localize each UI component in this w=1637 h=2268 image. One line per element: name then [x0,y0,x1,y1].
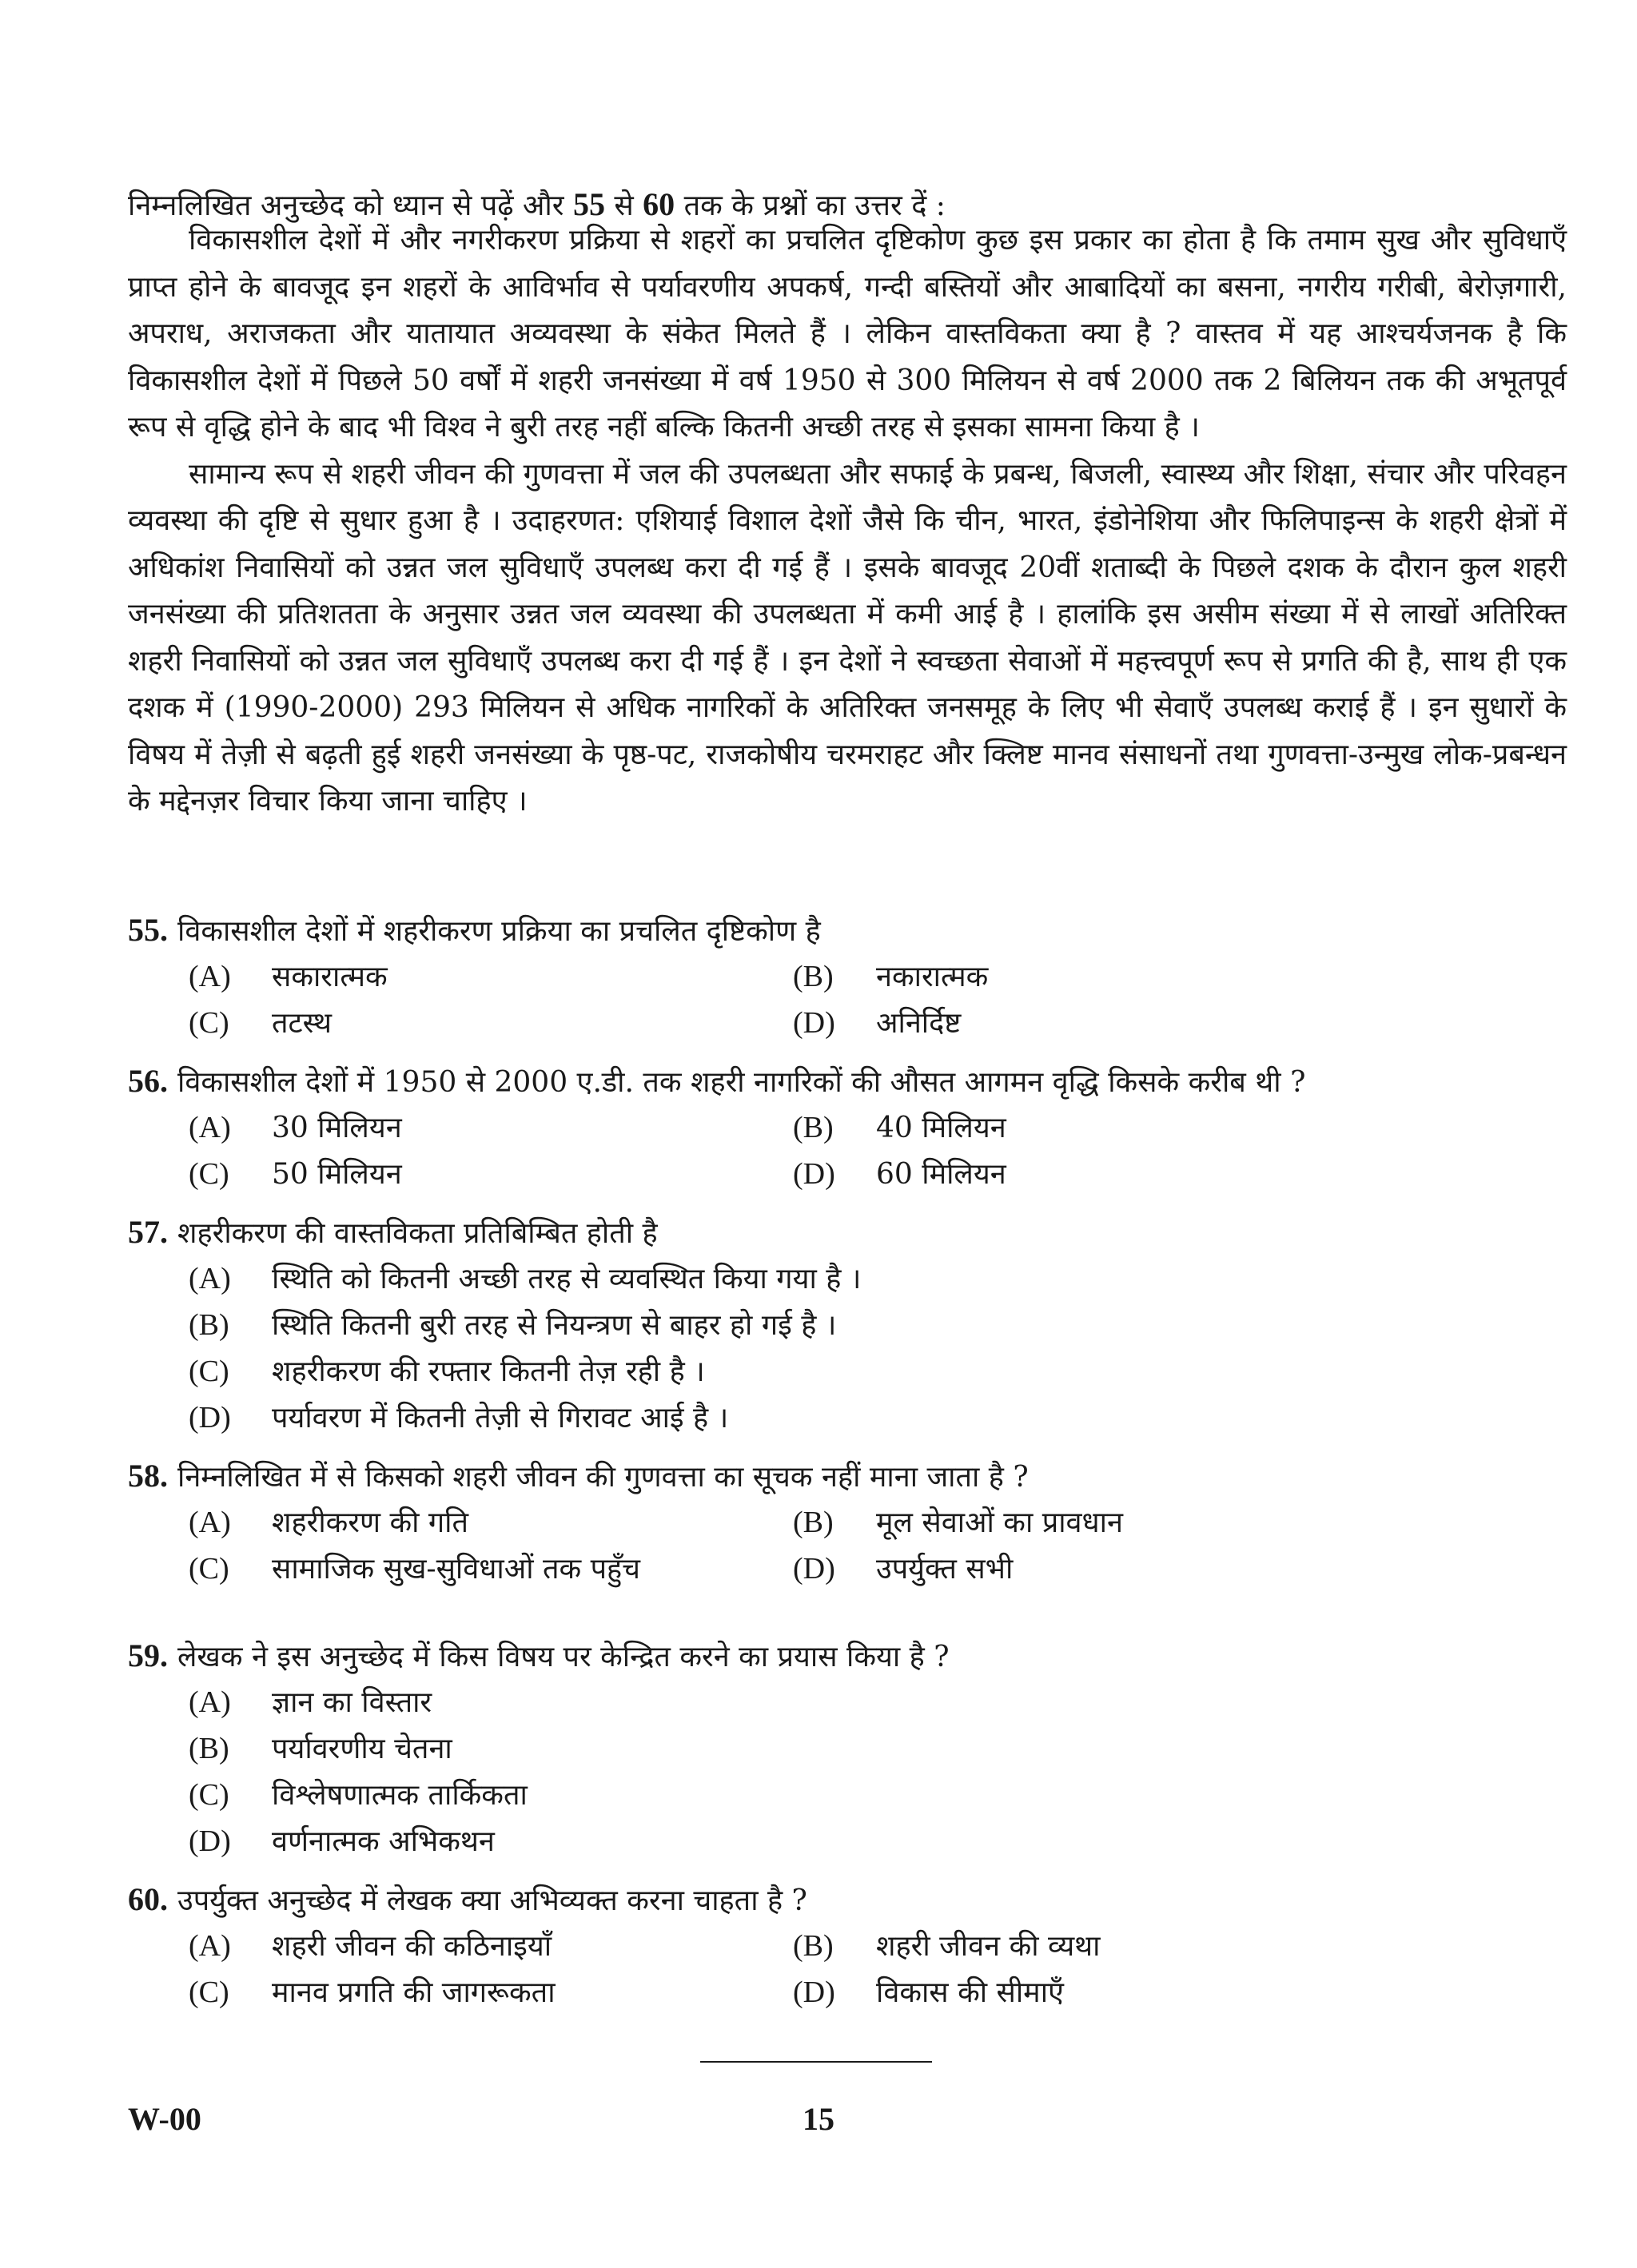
option-letter: (A) [189,1685,231,1719]
option-letter: (D) [793,1976,835,2009]
option-b[interactable] [793,1923,1101,1969]
option-letter: (C) [189,1157,229,1191]
option-text: मूल सेवाओं का प्रावधान [876,1506,1123,1539]
option-letter: (B) [189,1308,229,1342]
option-text: शहरी जीवन की व्यथा [876,1930,1101,1963]
option-b[interactable] [793,1499,1123,1546]
option-letter: (A) [189,1262,231,1295]
option-a[interactable] [189,953,388,1000]
option-letter: (D) [189,1824,231,1858]
question-57 [128,1209,1567,1434]
question-text: विकासशील देशों में 1950 से 2000 ए.डी. तक शहरी नागरिकों की औसत आगमन वृद्धि किसके करीब थी ? [177,1066,1306,1099]
question-56 [128,1058,1567,1191]
option-text: वर्णनात्मक अभिकथन [272,1825,495,1858]
option-text: सकारात्मक [272,961,388,993]
option-text: मानव प्रगति की जागरूकता [272,1976,556,2009]
question-number: 57. [128,1214,168,1250]
option-text: शहरीकरण की रफ्तार कितनी तेज़ रही है । [272,1355,705,1388]
option-c[interactable] [189,1151,402,1197]
question-text: विकासशील देशों में शहरीकरण प्रक्रिया का प्रचलित दृष्टिकोण है [177,915,821,948]
option-c[interactable] [189,1546,640,1592]
option-text: पर्यावरणीय चेतना [272,1733,452,1765]
option-letter: (B) [793,960,834,993]
option-text: तटस्थ [272,1007,332,1040]
option-a[interactable] [189,1499,468,1546]
option-text: अनिर्दिष्ट [876,1007,962,1040]
option-letter: (A) [189,1929,231,1963]
option-b[interactable] [189,1302,836,1348]
option-letter: (B) [189,1732,229,1765]
question-number: 59. [128,1637,168,1673]
option-c[interactable] [189,1000,332,1046]
question-text: उपर्युक्त अनुच्छेद में लेखक क्या अभिव्यक्त करना चाहता है ? [177,1884,807,1917]
question-59 [128,1633,1567,1858]
end-divider [700,2061,932,2063]
option-text: 50 मिलियन [272,1158,402,1191]
option-c[interactable] [189,1348,705,1395]
passage-paragraph-1: विकासशील देशों में और नगरीकरण प्रक्रिया से शहरों का प्रचलित दृष्टिकोण कुछ इस प्रकार का होता है कि तमाम सुख और सुविधाएँ प्राप्त होने के बावजूद इन शहरों के आविर्भाव से पर्यावरणीय अपकर्ष, गन्दी बस्तियों और आबादियों का बसना, नगरीय गरीबी, बेरोज़गारी, अपराध, अराजकता और यातायात अव्यवस्था के संकेत मिलते हैं । लेकिन वास्तविकता क्या है ? वास्तव में यह आश्चर्यजनक है कि विकासशील देशों में पिछले 50 वर्षों में शहरी जनसंख्या में वर्ष 1950 से 300 मिलियन से वर्ष 2000 तक 2 बिलियन तक की अभूतपूर्व रूप से वृद्धि होने के बाद भी विश्व ने बुरी तरह नहीं बल्कि कितनी अच्छी तरह से इसका सामना किया है । [128,224,1567,444]
question-text: शहरीकरण की वास्तविकता प्रतिबिम्बित होती है [177,1217,658,1250]
option-letter: (B) [793,1111,834,1144]
option-b[interactable] [189,1725,452,1772]
option-b[interactable] [793,953,988,1000]
page-number: 15 [803,2101,834,2137]
option-text: स्थिति को कितनी अच्छी तरह से व्यवस्थित किया गया है । [272,1263,862,1295]
instruction-text: से [604,189,643,222]
option-text: सामाजिक सुख-सुविधाओं तक पहुँच [272,1553,640,1586]
option-text: स्थिति कितनी बुरी तरह से नियन्त्रण से बाहर हो गई है । [272,1309,837,1342]
option-text: 30 मिलियन [272,1112,402,1144]
option-letter: (C) [189,1778,229,1812]
option-text: शहरी जीवन की कठिनाइयाँ [272,1930,552,1963]
option-letter: (B) [793,1506,834,1539]
instruction-text: तक के प्रश्नों का उत्तर दें : [675,189,946,222]
option-d[interactable] [793,1969,1064,2015]
option-letter: (A) [189,960,231,993]
option-a[interactable] [189,1255,861,1302]
option-d[interactable] [793,1000,961,1046]
option-b[interactable] [793,1104,1006,1151]
option-letter: (A) [189,1111,231,1144]
option-letter: (C) [189,1006,229,1040]
option-d[interactable] [793,1151,1006,1197]
option-d[interactable] [189,1395,728,1441]
option-letter: (D) [793,1552,835,1586]
question-text: लेखक ने इस अनुच्छेद में किस विषय पर केन्द्रित करने का प्रयास किया है ? [177,1641,950,1673]
option-text: ज्ञान का विस्तार [272,1686,432,1719]
option-letter: (D) [793,1006,835,1040]
option-text: 40 मिलियन [876,1112,1006,1144]
question-58 [128,1453,1567,1586]
question-text: निम्नलिखित में से किसको शहरी जीवन की गुणवत्ता का सूचक नहीं माना जाता है ? [177,1461,1029,1494]
question-number: 60. [128,1881,168,1917]
option-text: पर्यावरण में कितनी तेज़ी से गिरावट आई है । [272,1402,729,1434]
instruction-range-end: 60 [643,186,675,222]
option-text: उपर्युक्त सभी [876,1553,1014,1586]
instruction-text: निम्नलिखित अनुच्छेद को ध्यान से पढ़ें और [128,189,573,222]
option-letter: (D) [189,1401,231,1434]
option-a[interactable] [189,1679,432,1725]
option-d[interactable] [189,1818,495,1864]
option-c[interactable] [189,1969,556,2015]
option-text: विश्लेषणात्मक तार्किकता [272,1779,528,1812]
passage-paragraph-2: सामान्य रूप से शहरी जीवन की गुणवत्ता में जल की उपलब्धता और सफाई के प्रबन्ध, बिजली, स्वास्थ्य और शिक्षा, संचार और परिवहन व्यवस्था की दृष्टि से सुधार हुआ है । उदाहरणत: एशियाई विशाल देशों जैसे कि चीन, भारत, इंडोनेशिया और फिलिपाइन्स के शहरी क्षेत्रों में अधिकांश निवासियों को उन्नत जल सुविधाएँ उपलब्ध करा दी गई हैं । इसके बावजूद 20वीं शताब्दी के पिछले दशक के दौरान कुल शहरी जनसंख्या की प्रतिशतता के अनुसार उन्नत जल व्यवस्था की उपलब्धता में कमी आई है । हालांकि इस असीम संख्या में से लाखों अतिरिक्त शहरी निवासियों को उन्नत जल सुविधाएँ उपलब्ध करा दी गई हैं । इन देशों ने स्वच्छता सेवाओं में महत्त्वपूर्ण रूप से प्रगति की है, साथ ही एक दशक में (1990-2000) 293 मिलियन से अधिक नागरिकों के अतिरिक्त जनसमूह के लिए भी सेवाएँ उपलब्ध कराई हैं । इन सुधारों के विषय में तेज़ी से बढ़ती हुई शहरी जनसंख्या के पृष्ठ-पट, राजकोषीय चरमराहट और क्लिष्ट मानव संसाधनों तथा गुणवत्ता-उन्मुख लोक-प्रबन्धन के मद्देनज़र विचार किया जाना चाहिए । [128,457,1567,818]
instruction-range-start: 55 [572,186,605,222]
option-a[interactable] [189,1104,402,1151]
option-letter: (C) [189,1355,229,1388]
option-text: नकारात्मक [876,961,989,993]
option-letter: (A) [189,1506,231,1539]
option-letter: (D) [793,1157,835,1191]
option-text: शहरीकरण की गति [272,1506,469,1539]
option-text: 60 मिलियन [876,1158,1006,1191]
option-c[interactable] [189,1772,528,1818]
option-letter: (B) [793,1929,834,1963]
option-text: विकास की सीमाएँ [876,1976,1064,2009]
option-letter: (C) [189,1552,229,1586]
question-number: 55. [128,912,168,948]
option-a[interactable] [189,1923,552,1969]
question-55 [128,907,1567,1040]
reading-passage [128,217,1567,826]
question-60 [128,1876,1567,2009]
option-letter: (C) [189,1976,229,2009]
question-number: 58. [128,1458,168,1494]
question-number: 56. [128,1063,168,1099]
option-d[interactable] [793,1546,1013,1592]
paper-code: W-00 [128,2101,201,2137]
